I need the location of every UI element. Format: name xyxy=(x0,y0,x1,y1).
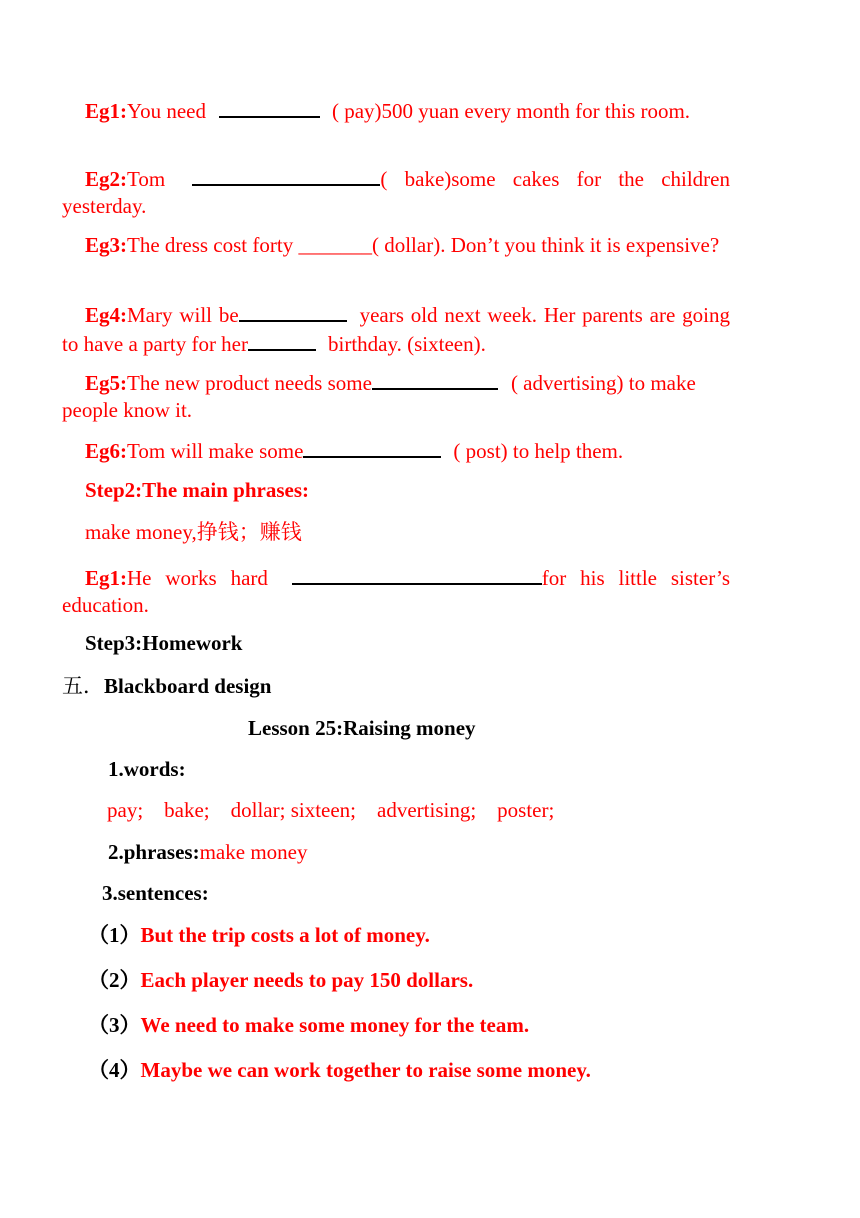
exercise-text: The new product needs some xyxy=(127,371,372,395)
exercise-5 xyxy=(62,368,730,424)
exercise-1 xyxy=(62,96,730,125)
exercise-text: for his little sister’s education. xyxy=(62,566,730,617)
answer-blank[interactable] xyxy=(372,368,498,390)
exercise-text: The dress cost forty xyxy=(127,233,294,257)
exercise-4 xyxy=(62,300,730,358)
exercise-label: Eg6: xyxy=(85,439,127,463)
words-list: pay; bake; dollar; sixteen; advertising; poster; xyxy=(107,798,555,822)
phrases-heading: 2.phrases: xyxy=(108,840,200,864)
exercise-6 xyxy=(85,436,623,465)
phrase-definition: make money,挣钱；赚钱 xyxy=(85,520,302,544)
exercise-text: ( pay)500 yuan every month for this room. xyxy=(331,99,691,123)
sentence-number: （2） xyxy=(88,968,141,992)
sentence-item xyxy=(88,967,473,994)
answer-blank[interactable] xyxy=(303,436,441,458)
answer-blank[interactable] xyxy=(292,563,542,585)
exercise-text: ( dollar). Don’t you think it is expensive? xyxy=(371,233,720,257)
sentence-text: We need to make some money for the team. xyxy=(140,1013,530,1037)
exercise-label: Eg3: xyxy=(85,233,127,257)
answer-blank[interactable] xyxy=(239,300,347,322)
answer-blank[interactable] xyxy=(219,96,320,118)
sentence-item xyxy=(88,1012,529,1039)
sentence-number: （4） xyxy=(88,1058,141,1082)
words-heading: 1.words: xyxy=(108,757,186,781)
exercise-text: ( post) to help them. xyxy=(453,439,624,463)
exercise-3 xyxy=(62,232,730,259)
sentence-number: （1） xyxy=(88,923,141,947)
answer-blank[interactable] xyxy=(192,164,380,186)
exercise-text: years old next week. Her parents are going to have a party for her xyxy=(62,303,731,356)
step3-heading: Step3:Homework xyxy=(85,631,243,655)
exercise-text: He works hard xyxy=(127,566,268,590)
phrases-row xyxy=(108,839,307,866)
sentence-text: Maybe we can work together to raise some money. xyxy=(140,1058,591,1082)
exercise-text: Mary will be xyxy=(127,303,239,327)
phrases-list: make money xyxy=(199,840,308,864)
step2-heading: Step2:The main phrases: xyxy=(85,478,310,502)
exercise-label: Eg4: xyxy=(85,303,127,327)
section-5-heading xyxy=(62,673,271,700)
sentence-number: （3） xyxy=(88,1013,141,1037)
exercise-text: ( bake)some cakes for the children yesterday. xyxy=(62,167,730,218)
exercise-label: Eg1: xyxy=(85,566,127,590)
sentence-text: But the trip costs a lot of money. xyxy=(140,923,430,947)
exercise-text: Tom will make some xyxy=(127,439,304,463)
exercise-label: Eg1: xyxy=(85,99,127,123)
section-number: 五． xyxy=(62,674,104,698)
sentence-text: Each player needs to pay 150 dollars. xyxy=(140,968,474,992)
exercise-text: Tom xyxy=(127,167,166,191)
phrase-exercise xyxy=(62,563,730,619)
exercise-label: Eg2: xyxy=(85,167,127,191)
exercise-label: Eg5: xyxy=(85,371,127,395)
section-title: Blackboard design xyxy=(104,674,272,698)
sentence-item xyxy=(88,1057,591,1084)
sentence-item xyxy=(88,922,430,949)
lesson-title: Lesson 25:Raising money xyxy=(248,716,476,740)
exercise-2 xyxy=(62,164,730,220)
exercise-text: You need xyxy=(127,99,206,123)
sentences-heading: 3.sentences: xyxy=(102,881,209,905)
exercise-text: birthday. (sixteen). xyxy=(328,332,486,356)
exercise-text: ( advertising) to make people know it. xyxy=(62,371,696,422)
answer-blank[interactable]: _______ xyxy=(298,233,372,257)
answer-blank[interactable] xyxy=(248,329,316,351)
